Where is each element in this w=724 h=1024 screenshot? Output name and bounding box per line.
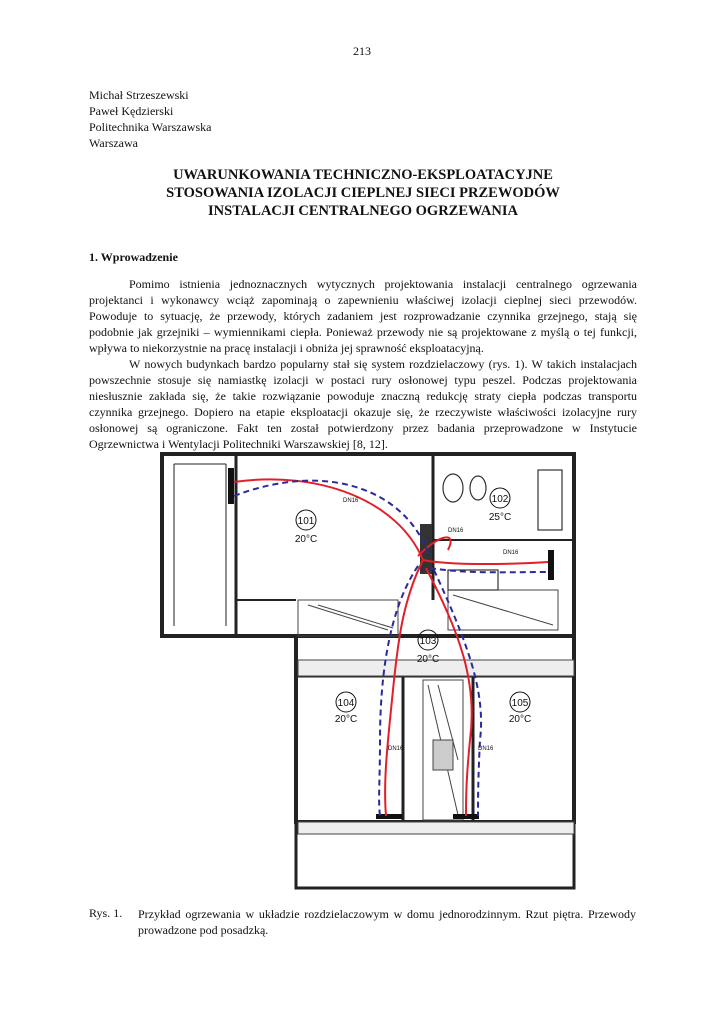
title-line-2: STOSOWANIA IZOLACJI CIEPLNEJ SIECI PRZEWODÓW [166,185,560,201]
room-104-temp: 20°C [334,714,358,725]
page-number: 213 [353,44,371,58]
supply-pipes [234,479,548,816]
room-101-temp: 20°C [294,534,318,545]
room-101-number: 101 [297,516,315,527]
author-2: Paweł Kędzierski [89,104,174,118]
paragraph-2: W nowych budynkach bardzo popularny stał się system rozdzielaczowy (rys. 1). W takich instalacjach powszechnie stosuje się namiastkę izolacji w postaci rury osłonowej typu peszel. Podczas projektowania niesłusznie zakłada się, że takie rozwiązanie powoduje znaczną redukcję straty ciepła podczas transportu czynnika grzejnego. Dopiero na etapie eksploatacji okazuje się, że rzeczywiste właściwości izolacyjne rury osłonowej są ograniczone. Fakt ten został potwierdzony przez badania przeprowadzone w Instytucie Ogrzewnictwa i Wentylacji Politechniki Warszawskiej [8, 12]. [89,357,637,451]
pipe-label-1: DN16 [343,498,359,504]
figure-caption-label: Rys. 1. [89,906,123,920]
pipe-label-3: DN16 [503,550,519,556]
room-103-number: 103 [419,636,437,647]
wall-hatching [298,590,574,834]
room-104-number: 104 [337,698,355,709]
author-block [89,87,211,151]
room-103-temp: 20°C [416,654,440,665]
room-labels [295,488,531,725]
paragraph-1: Pomimo istnienia jednoznacznych wytycznych projektowania instalacji centralnego ogrzewania projektanci i wykonawcy wciąż zapominają o zapewnieniu właściwej izolacji cieplnej sieci przewodów. Powoduje to sytuację, że przewody, których zadaniem jest rozprowadzanie czynnika grzejnego, stają się podobnie jak grzejniki – wymiennikami ciepła. Ponieważ przewody nie są projektowane z myślą o tej funkcji, wpływa to niekorzystnie na pracę instalacji i obniża jej sprawność eksploatacyjną. [89,277,637,355]
floor-plan-figure [148,440,590,896]
city: Warszawa [89,136,139,150]
room-102-number: 102 [491,494,509,505]
author-1: Michał Strzeszewski [89,88,189,102]
title-line-1: UWARUNKOWANIA TECHNICZNO-EKSPLOATACYJNE [173,167,553,183]
return-pipes [234,481,548,816]
room-105-temp: 20°C [508,714,532,725]
figure-caption-text: Przykład ogrzewania w układzie rozdzielaczowym w domu jednorodzinnym. Rzut piętra. Przewody prowadzone pod posadzką. [138,907,636,937]
floor-plan-drawing [148,440,590,896]
affiliation: Politechnika Warszawska [89,120,212,134]
title-line-3: INSTALACJI CENTRALNEGO OGRZEWANIA [208,203,518,219]
section-heading: 1. Wprowadzenie [89,250,178,264]
pipe-label-5: DN16 [478,746,494,752]
room-105-number: 105 [511,698,529,709]
pipe-label-4: DN16 [388,746,404,752]
room-102-temp: 25°C [488,512,512,523]
body-text [89,276,637,452]
pipe-label-2: DN16 [448,528,464,534]
paper-title [89,166,637,220]
